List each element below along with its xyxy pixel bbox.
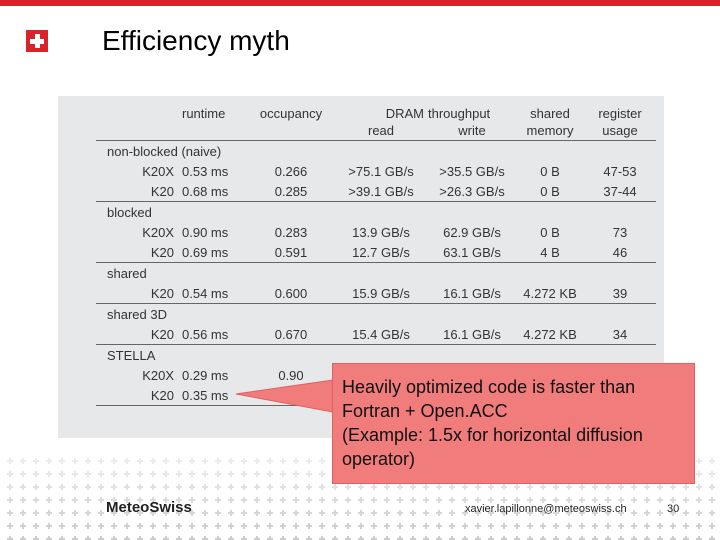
cell-read: >39.1 GB/s bbox=[348, 183, 414, 199]
cell-device: K20 bbox=[96, 385, 182, 406]
callout-line: Fortran + Open.ACC bbox=[342, 401, 508, 421]
cell-occupancy: 0.90 bbox=[278, 367, 304, 383]
header-throughput: throughput bbox=[428, 106, 491, 121]
cell-runtime: 0.35 ms bbox=[182, 385, 248, 406]
cell-write: >35.5 GB/s bbox=[439, 163, 505, 179]
group-label: STELLA bbox=[96, 345, 656, 366]
header-usage: usage bbox=[584, 123, 656, 141]
cell-occupancy: 0.670 bbox=[274, 326, 308, 342]
header-runtime: runtime bbox=[182, 106, 226, 121]
cell-occupancy: 0.600 bbox=[274, 285, 308, 301]
page-number: 30 bbox=[667, 503, 680, 515]
cell-shared: 4.272 KB bbox=[523, 326, 577, 342]
group-label: non-blocked (naive) bbox=[107, 143, 222, 159]
cell-write: 16.1 GB/s bbox=[443, 285, 501, 301]
header-write: write bbox=[428, 123, 516, 141]
cell-read: 15.4 GB/s bbox=[352, 326, 410, 342]
cell-shared: 0 B bbox=[540, 163, 560, 179]
cell-read: >75.1 GB/s bbox=[348, 163, 414, 179]
footer-brand: MeteoSwiss bbox=[106, 499, 192, 516]
cell-device: K20X bbox=[142, 367, 174, 383]
header-memory: memory bbox=[516, 123, 584, 141]
cell-registers: 34 bbox=[612, 326, 628, 342]
cell-read: 15.9 GB/s bbox=[352, 285, 410, 301]
cell-device: K20 bbox=[150, 285, 174, 301]
footer-email: xavier.lapillonne@meteoswiss.ch bbox=[465, 503, 627, 515]
group-label: shared 3D bbox=[96, 304, 656, 325]
cell-shared: 4.272 KB bbox=[523, 285, 577, 301]
cell-registers: 47-53 bbox=[603, 163, 637, 179]
cell-write: 16.1 GB/s bbox=[443, 326, 501, 342]
header-register: register bbox=[598, 106, 642, 121]
cell-device: K20 bbox=[150, 183, 174, 199]
cell-runtime: 0.90 ms bbox=[182, 224, 229, 240]
header-shared: shared bbox=[530, 106, 570, 121]
cell-device: K20X bbox=[142, 224, 174, 240]
callout-text bbox=[342, 375, 687, 471]
cell-registers: 73 bbox=[612, 224, 628, 240]
cell-runtime: 0.69 ms bbox=[182, 244, 229, 260]
cell-occupancy: 0.591 bbox=[274, 244, 308, 260]
cell-shared: 0 B bbox=[540, 183, 560, 199]
cell-occupancy: 0.266 bbox=[274, 163, 308, 179]
cell-write: 62.9 GB/s bbox=[443, 224, 501, 240]
cell-device: K20X bbox=[142, 163, 174, 179]
callout-line: (Example: 1.5x for horizontal diffusion bbox=[342, 425, 643, 445]
cell-occupancy: 0.283 bbox=[274, 224, 308, 240]
group-label: blocked bbox=[96, 202, 656, 223]
cell-device: K20 bbox=[150, 244, 174, 260]
group-label: shared bbox=[96, 263, 656, 284]
header-occupancy: occupancy bbox=[259, 106, 323, 121]
cell-occupancy: 0.285 bbox=[274, 183, 308, 199]
cell-shared: 0 B bbox=[540, 224, 560, 240]
callout-line: operator) bbox=[342, 449, 416, 469]
cell-runtime: 0.53 ms bbox=[182, 163, 229, 179]
cell-write: 63.1 GB/s bbox=[443, 244, 501, 260]
cell-shared: 4 B bbox=[540, 244, 560, 260]
header-read: read bbox=[334, 123, 428, 141]
cell-registers: 39 bbox=[612, 285, 628, 301]
cell-runtime: 0.68 ms bbox=[182, 183, 229, 199]
cell-write: >26.3 GB/s bbox=[439, 183, 505, 199]
callout-line: Heavily optimized code is faster than bbox=[342, 377, 636, 397]
cell-runtime: 0.56 ms bbox=[182, 326, 229, 342]
cell-device: K20 bbox=[150, 326, 174, 342]
cell-registers: 37-44 bbox=[603, 183, 637, 199]
cell-read: 13.9 GB/s bbox=[352, 224, 410, 240]
cell-read: 12.7 GB/s bbox=[352, 244, 410, 260]
slide-title: Efficiency myth bbox=[102, 25, 290, 56]
cell-runtime: 0.29 ms bbox=[182, 367, 229, 383]
cell-registers: 46 bbox=[612, 244, 628, 260]
cell-runtime: 0.54 ms bbox=[182, 285, 229, 301]
header-dram: DRAM bbox=[385, 106, 424, 121]
